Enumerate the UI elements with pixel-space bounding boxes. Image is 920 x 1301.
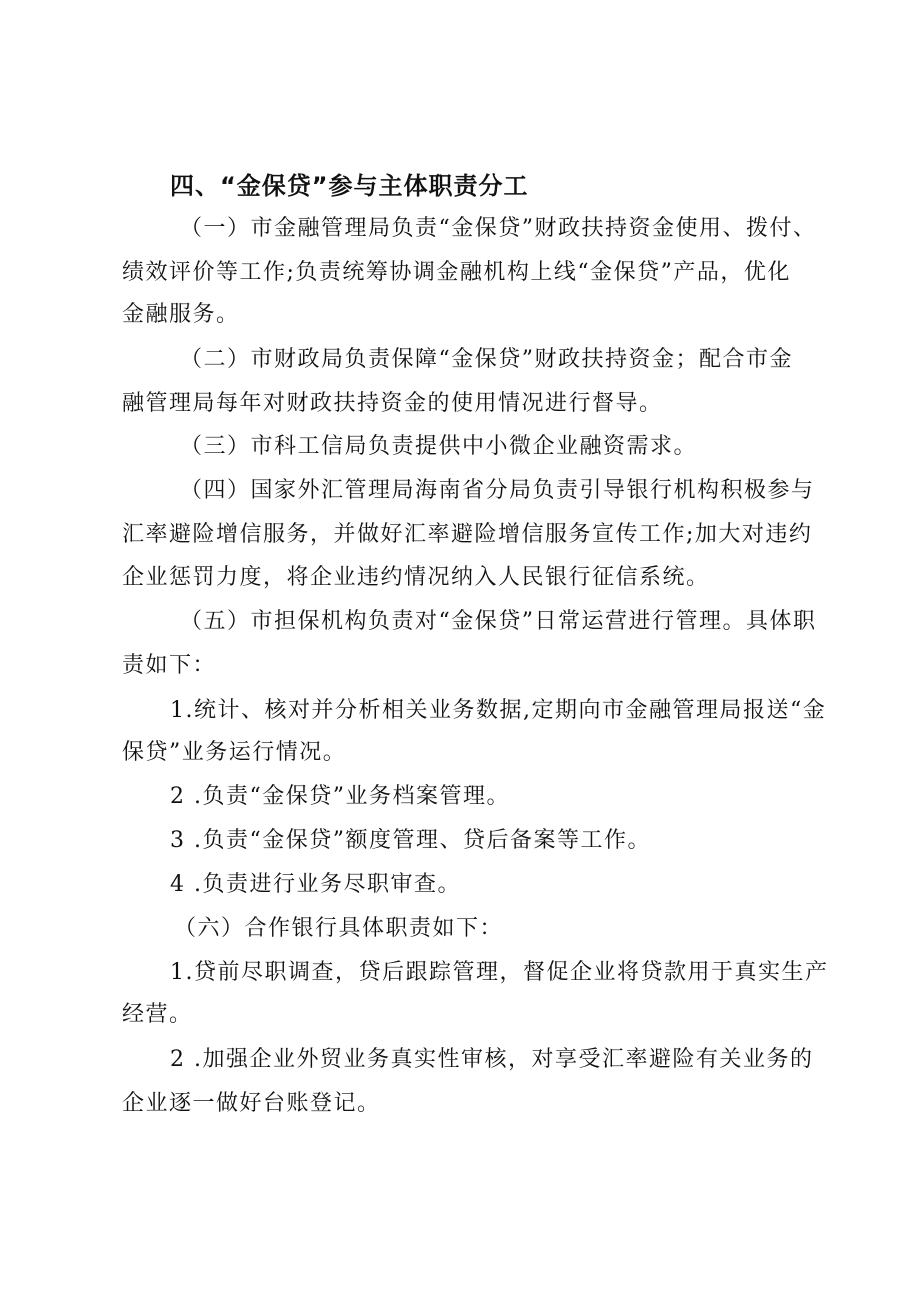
paragraph-line: 保贷”业务运行情况。 [122, 740, 347, 765]
paragraph-line: （二）市财政局负责保障“金保贷”财政扶持资金；配合市金 [180, 347, 793, 372]
paragraph-line: 绩效评价等工作;负责统筹协调金融机构上线“金保贷”产品，优化 [122, 260, 791, 285]
paragraph-line: 4 .负责进行业务尽职审查。 [170, 872, 461, 897]
paragraph-line: 企业惩罚力度，将企业违约情况纳入人民银行征信系统。 [122, 565, 710, 590]
paragraph-line: 2 .加强企业外贸业务真实性审核，对享受汇率避险有关业务的 [170, 1047, 814, 1072]
paragraph-line: 1.贷前尽职调查，贷后跟踪管理，督促企业将贷款用于真实生产 [170, 960, 829, 985]
paragraph-line: （六）合作银行具体职责如下： [174, 916, 504, 941]
paragraph-line: （一）市金融管理局负责“金保贷”财政扶持资金使用、拨付、 [180, 216, 817, 241]
paragraph-line: 责如下： [122, 653, 217, 678]
paragraph-line: 金融服务。 [122, 302, 240, 327]
paragraph-line: （三）市科工信局负责提供中小微企业融资需求。 [180, 434, 698, 459]
paragraph-line: 融管理局每年对财政扶持资金的使用情况进行督导。 [122, 391, 663, 416]
paragraph-line: 经营。 [122, 1002, 193, 1027]
paragraph-line: 汇率避险增信服务，并做好汇率避险增信服务宣传工作;加大对违约 [122, 522, 813, 547]
paragraph-line: 1.统计、核对并分析相关业务数据,定期向市金融管理局报送“金 [170, 698, 827, 723]
paragraph-line: （五）市担保机构负责对“金保贷”日常运营进行管理。具体职 [180, 609, 817, 634]
paragraph-line: 企业逐一做好台账登记。 [122, 1091, 381, 1116]
section-heading: 四、“金保贷”参与主体职责分工 [170, 172, 529, 200]
paragraph-line: 3 .负责“金保贷”额度管理、贷后备案等工作。 [170, 828, 651, 853]
paragraph-line: 2 .负责“金保贷”业务档案管理。 [170, 784, 510, 809]
paragraph-line: （四）国家外汇管理局海南省分局负责引导银行机构积极参与 [180, 478, 815, 503]
